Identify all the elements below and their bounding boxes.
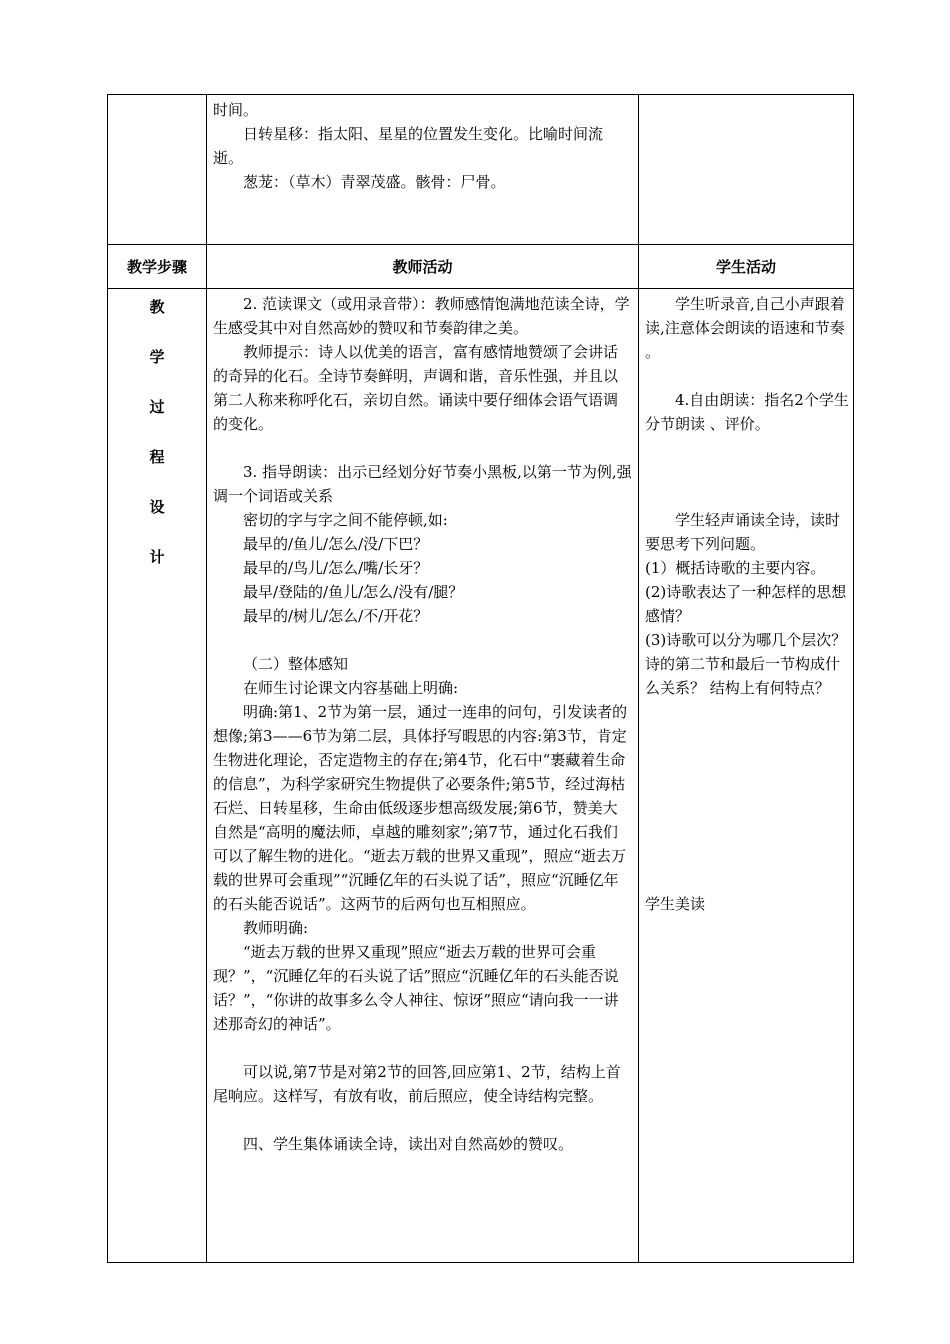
teacher-paragraph: “逝去万载的世界又重现”照应“逝去万载的世界可会重现？”，“沉睡亿年的石头说了话”照应“沉睡亿年的石头能否说话？”，“你讲的故事多么令人神往、惊讶”照应“请向我一一讲述那奇幻的神话”。 <box>213 943 619 1033</box>
top-line: 葱茏：（草木）青翠茂盛。骸骨：尸骨。 <box>243 173 506 191</box>
teacher-paragraph: 四、学生集体诵读全诗，读出对自然高妙的赞叹。 <box>243 1135 574 1153</box>
teacher-paragraph: 2. 范读课文（或用录音带）：教师感情饱满地范读全诗，学生感受其中对自然高妙的赞叹和节奏韵律之美。 <box>213 295 630 337</box>
student-paragraph: 学生听录音,自己小声跟着读,注意体会朗读的语速和节奏 。 <box>645 295 845 361</box>
lesson-plan-table <box>107 94 854 1263</box>
teacher-paragraph: 明确:第1、2节为第一层，通过一连串的问句，引发读者的想像;第3——6节为第二层，具体抒写暇思的内容:第3节，肯定生物进化理论，否定造物主的存在;第4节，化石中“裹藏着生命的信息”，为科学家研究生物提供了必要条件;第5节，经过海枯石烂、日转星移，生命由低级逐步想高级发展;第6节，赞美大自然是“高明的魔法师，卓越的雕刻家”;第7节，通过化石我们可以了解生物的进化。“逝去万载的世界又重现”，照应“逝去万载的世界可会重现”“沉睡亿年的石头说了话”，照应“沉睡亿年的石头能否说话”。这两节的后两句也互相照应。 <box>213 703 628 913</box>
top-teacher-cell <box>207 95 639 245</box>
teacher-activity-cell <box>207 289 639 1263</box>
header-teacher: 教师活动 <box>207 245 639 289</box>
rhythm-line: 最早的/鱼儿/怎么/没/下巴？ <box>243 535 429 553</box>
rhythm-line: 最早的/树儿/怎么/不/开花？ <box>243 607 429 625</box>
header-row <box>108 245 854 289</box>
rhythm-line: 最早的/鸟儿/怎么/嘴/长牙？ <box>243 559 429 577</box>
student-activity-cell <box>639 289 854 1263</box>
side-char: 程 <box>149 448 165 466</box>
rhythm-line: 最早/登陆的/鱼儿/怎么/没有/腿？ <box>243 583 464 601</box>
header-student: 学生活动 <box>639 245 854 289</box>
side-char: 学 <box>149 348 165 366</box>
side-char: 教 <box>149 298 165 316</box>
student-paragraph: 学生轻声诵读全诗，读时要思考下列问题。 <box>645 511 841 553</box>
top-student-cell <box>639 95 854 245</box>
side-char: 过 <box>149 398 165 416</box>
teacher-paragraph: 3. 指导朗读：出示已经划分好节奏小黑板,以第一节为例,强调一个词语或关系 <box>213 463 632 505</box>
side-char: 计 <box>149 548 165 566</box>
student-question: (3)诗歌可以分为哪几个层次？ 诗的第二节和最后一节构成什么关系？ 结构上有何特点？ <box>645 631 847 697</box>
student-question: (2)诗歌表达了一种怎样的思想感情？ <box>645 583 847 625</box>
top-line: 日转星移：指太阳、星星的位置发生变化。比喻时间流逝。 <box>213 125 604 167</box>
body-row <box>108 289 854 1263</box>
top-line: 时间。 <box>213 101 259 119</box>
header-step: 教学步骤 <box>108 245 207 289</box>
teacher-paragraph: 教师明确: <box>243 919 309 937</box>
teacher-paragraph: 教师提示：诗人以优美的语言，富有感情地赞颂了会讲话的奇异的化石。全诗节奏鲜明，声调和谐，音乐性强，并且以第二人称来称呼化石，亲切自然。诵读中要仔细体会语气语调的变化。 <box>213 343 619 433</box>
teacher-paragraph: 可以说,第7节是对第2节的回答,回应第1、2节，结构上首尾响应。这样写，有放有收，前后照应，使全诗结构完整。 <box>213 1063 621 1105</box>
student-question: (1）概括诗歌的主要内容。 <box>645 559 826 577</box>
student-paragraph: 4.自由朗读：指名2个学生分节朗读 、评价。 <box>645 391 849 433</box>
section-heading: （二）整体感知 <box>243 655 349 673</box>
teacher-paragraph: 在师生讨论课文内容基础上明确: <box>243 679 459 697</box>
side-char: 设 <box>149 498 165 516</box>
side-label <box>108 289 207 1263</box>
top-step-cell <box>108 95 207 245</box>
student-paragraph: 学生美读 <box>645 895 706 913</box>
teacher-paragraph: 密切的字与字之间不能停顿,如: <box>243 511 448 529</box>
top-row <box>108 95 854 245</box>
